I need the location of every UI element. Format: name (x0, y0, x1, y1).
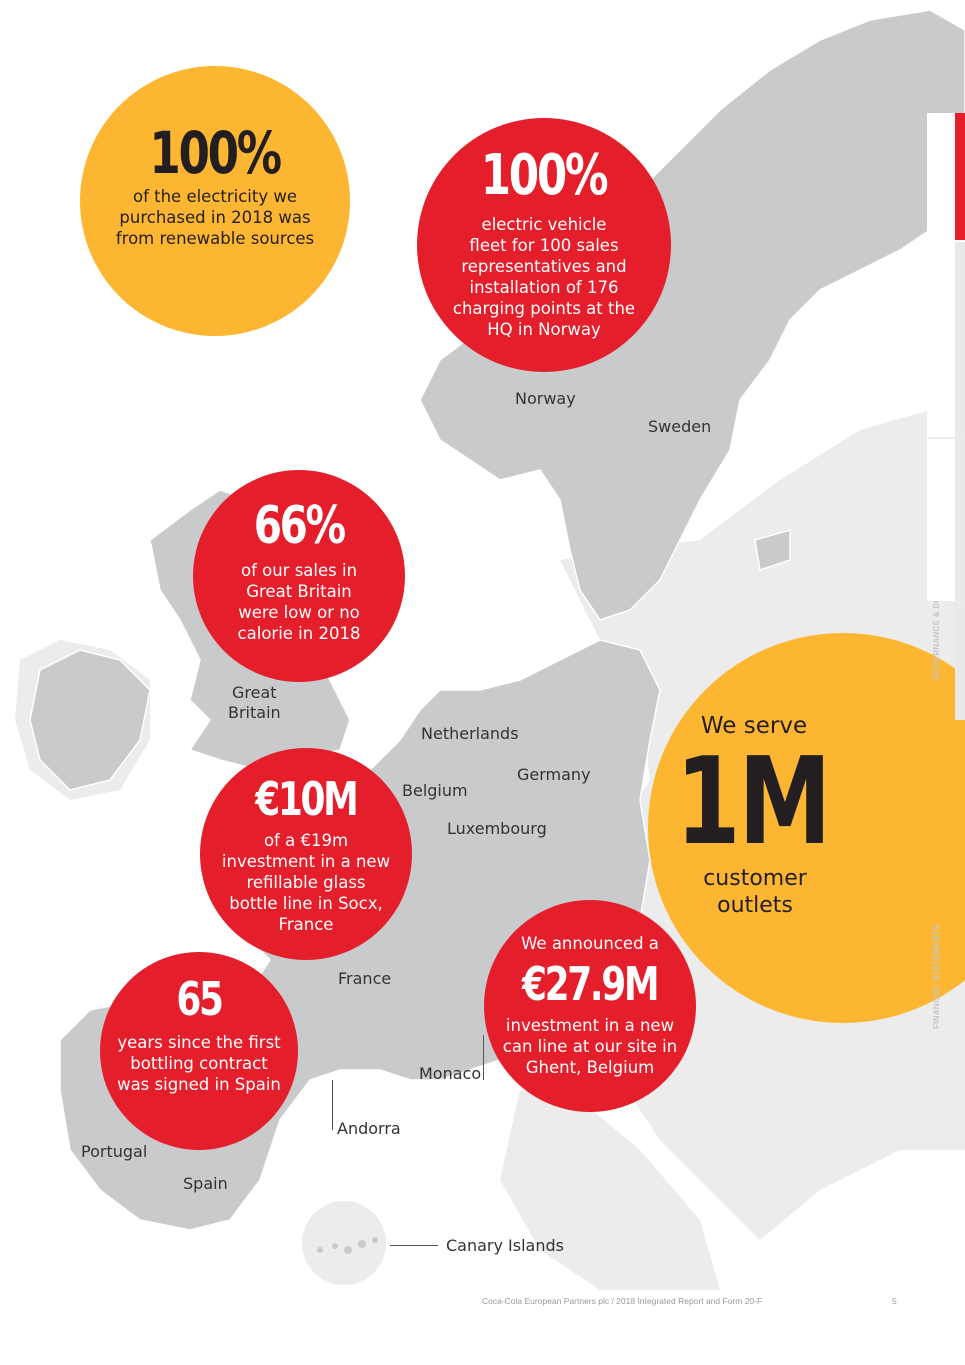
monaco-leader-line (483, 1035, 484, 1080)
can-line-text-line: Ghent, Belgium (525, 1058, 655, 1077)
tab-strategic-report[interactable] (927, 113, 965, 240)
ev-fleet-text-line: representatives and (461, 257, 627, 276)
ev-fleet-text-line: charging points at the (452, 299, 636, 318)
label-norway: Norway (515, 389, 576, 408)
tab-bar (955, 439, 965, 601)
ev-fleet-stat-circle (417, 118, 671, 372)
tab-bar (955, 242, 965, 437)
glass-line-text-line: France (278, 915, 334, 934)
ev-fleet-stat-text (453, 214, 635, 340)
electricity-text-line: purchased in 2018 was (119, 208, 311, 227)
label-germany: Germany (517, 765, 591, 784)
glass-line-stat-text (222, 830, 390, 935)
glass-line-stat-circle (200, 748, 412, 960)
can-line-stat-circle (484, 900, 696, 1112)
electricity-text-line: from renewable sources (115, 229, 315, 248)
tab-other-label: OTHER INFORMATION (932, 1229, 941, 1321)
low-calorie-text-line: were low or no (238, 603, 360, 622)
label-portugal: Portugal (81, 1142, 148, 1161)
tab-active-bar (955, 113, 965, 240)
label-andorra: Andorra (337, 1119, 401, 1138)
label-canary-islands: Canary Islands (446, 1236, 564, 1255)
label-great-britain-line2: Britain (228, 703, 281, 722)
label-luxembourg: Luxembourg (447, 819, 547, 838)
spain-years-stat-value: 65 (176, 972, 222, 1026)
ev-fleet-stat-value: 100% (481, 143, 607, 208)
glass-line-text-line: of a €19m (263, 831, 349, 850)
tab-bar (955, 603, 965, 720)
ev-fleet-text-line: HQ in Norway (487, 320, 601, 339)
spain-years-text-line: was signed in Spain (117, 1075, 281, 1094)
electricity-stat-circle (80, 66, 350, 336)
canary-leader-line (390, 1245, 438, 1246)
ev-fleet-text-line: fleet for 100 sales (469, 236, 619, 255)
low-calorie-stat-circle (193, 470, 405, 682)
low-calorie-text-line: Great Britain (246, 582, 352, 601)
can-line-stat-intro: We announced a (521, 934, 659, 953)
low-calorie-stat-value: 66% (253, 496, 345, 556)
can-line-stat-text (503, 1015, 677, 1078)
andorra-leader-line (332, 1080, 333, 1130)
tab-financial-label: FINANCIAL STATEMENTS (932, 924, 941, 1029)
footer-text: Coca-Cola European Partners plc / 2018 Integrated Report and Form 20-F (482, 1296, 763, 1306)
label-great-britain (228, 683, 281, 723)
label-netherlands: Netherlands (421, 724, 519, 743)
outlets-text-line: customer (703, 866, 807, 891)
can-line-stat-value: €27.9M (522, 957, 658, 1011)
low-calorie-stat-text (238, 560, 361, 644)
tab-financial-statements[interactable] (927, 439, 965, 1029)
spain-years-stat-text (117, 1032, 281, 1095)
tab-governance[interactable] (927, 242, 965, 437)
outlets-stat-text (689, 865, 807, 919)
electricity-text-line: of the electricity we (132, 187, 298, 206)
label-sweden: Sweden (648, 417, 712, 436)
ev-fleet-text-line: electric vehicle (481, 215, 607, 234)
low-calorie-text-line: calorie in 2018 (237, 624, 361, 643)
ev-fleet-text-line: installation of 176 (469, 278, 619, 297)
label-belgium: Belgium (402, 781, 468, 800)
can-line-text-line: can line at our site in (502, 1037, 678, 1056)
label-monaco: Monaco (419, 1064, 482, 1083)
electricity-stat-text (116, 186, 314, 249)
glass-line-text-line: refillable glass (246, 873, 366, 892)
electricity-stat-value: 100% (149, 119, 281, 187)
spain-years-text-line: bottling contract (130, 1054, 268, 1073)
glass-line-text-line: investment in a new (221, 852, 391, 871)
outlets-text-line: outlets (717, 893, 793, 918)
spain-years-stat-circle (100, 952, 298, 1150)
label-france: France (338, 969, 392, 988)
page-number: 5 (892, 1296, 897, 1306)
label-great-britain-line1: Great (232, 683, 277, 702)
low-calorie-text-line: of our sales in (240, 561, 358, 580)
can-line-text-line: investment in a new (505, 1016, 675, 1035)
spain-years-text-line: years since the first (117, 1033, 281, 1052)
canary-islands-inset (302, 1201, 386, 1285)
glass-line-text-line: bottle line in Socx, (229, 894, 383, 913)
outlets-stat-value: 1M (675, 733, 829, 872)
outlets-stat-intro: We serve (700, 713, 808, 739)
label-spain: Spain (183, 1174, 228, 1193)
glass-line-stat-value: €10M (255, 772, 357, 826)
